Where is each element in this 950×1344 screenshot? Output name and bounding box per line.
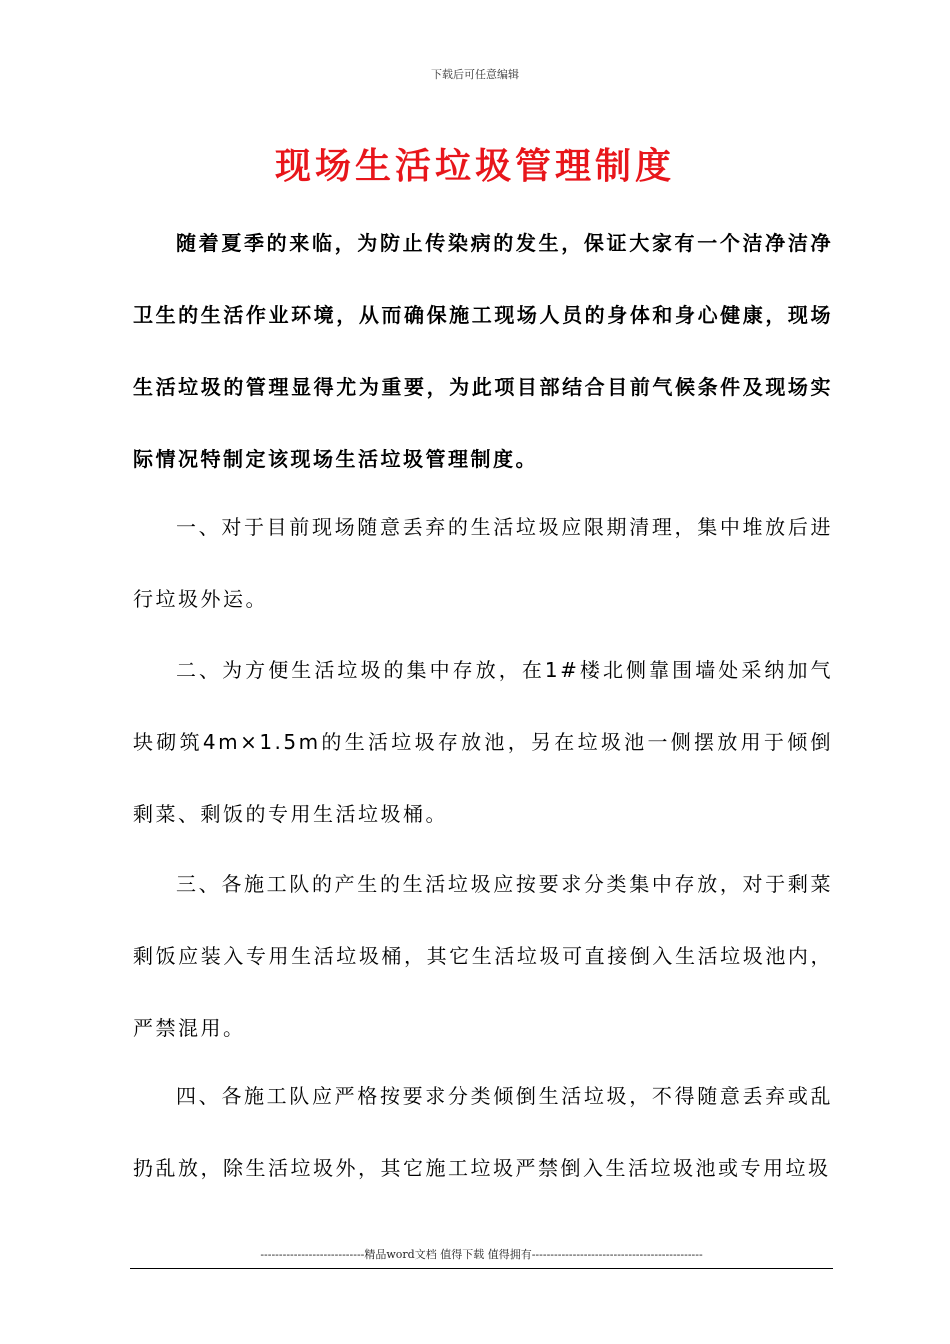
clause-paragraph-1: 一、对于目前现场随意丢弃的生活垃圾应限期清理，集中堆放后进行垃圾外运。 xyxy=(133,515,833,611)
header-note: 下载后可任意编辑 xyxy=(431,68,519,81)
clause-paragraph-4: 四、各施工队应严格按要求分类倾倒生活垃圾，不得随意丢弃或乱扔乱放，除生活垃圾外，其它施工垃圾严禁倒入生活垃圾池或专用垃圾 xyxy=(133,1084,833,1180)
footer-text: ----------------------------精品word文档 值得下载 值得拥有---------------------------------------------- xyxy=(260,1248,703,1261)
footer-divider xyxy=(130,1268,833,1269)
page-footer xyxy=(130,1246,833,1269)
clause-paragraph-2: 二、为方便生活垃圾的集中存放，在1#楼北侧靠围墙处采纳加气块砌筑4m×1.5m的生活垃圾存放池，另在垃圾池一侧摆放用于倾倒剩菜、剩饭的专用生活垃圾桶。 xyxy=(133,658,833,826)
intro-paragraph: 随着夏季的来临，为防止传染病的发生，保证大家有一个洁净洁净卫生的生活作业环境，从而确保施工现场人员的身体和身心健康，现场生活垃圾的管理显得尤为重要，为此项目部结合目前气候条件及现场实际情况特制定该现场生活垃圾管理制度。 xyxy=(133,231,833,471)
document-title: 现场生活垃圾管理制度 xyxy=(274,146,675,187)
clause-paragraph-3: 三、各施工队的产生的生活垃圾应按要求分类集中存放，对于剩菜剩饭应装入专用生活垃圾桶，其它生活垃圾可直接倒入生活垃圾池内，严禁混用。 xyxy=(133,872,833,1040)
